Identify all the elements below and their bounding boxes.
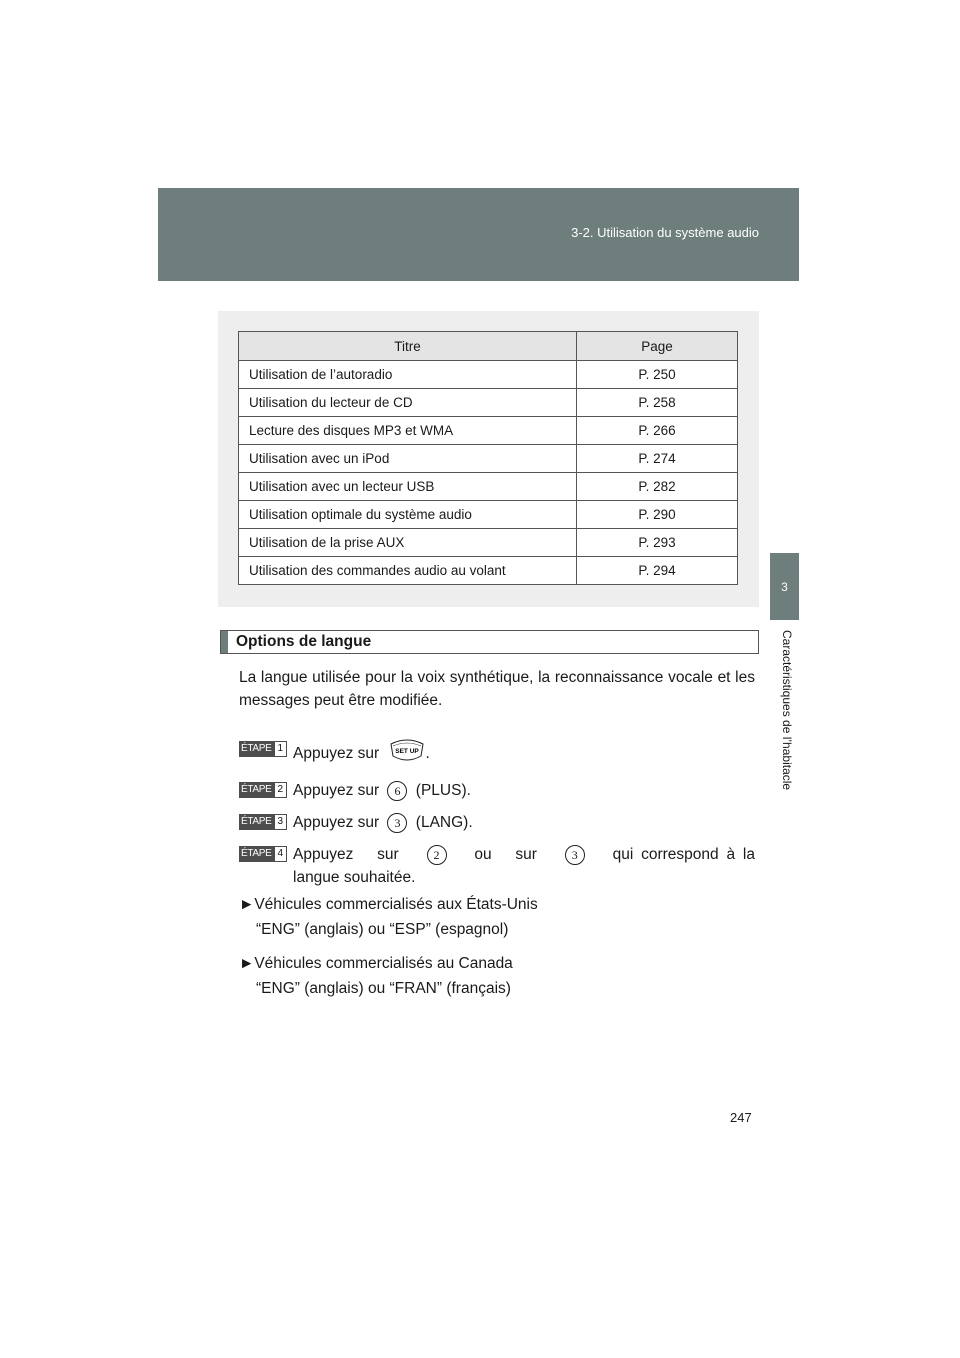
chapter-tab <box>770 553 799 620</box>
table-row <box>239 501 738 529</box>
setup-button-label: SET UP <box>395 748 420 755</box>
chapter-number: 3 <box>781 579 788 594</box>
step-4: ÉTAPE 4 Appuyez sur 2 ou sur 3 qui correspond à la langue souhaitée. <box>241 846 755 886</box>
preset-button-2-icon: 2 <box>427 845 447 865</box>
table-row <box>239 557 738 585</box>
row-title: Utilisation optimale du système audio <box>239 501 577 529</box>
step-3: ÉTAPE 3 Appuyez sur 3 (LANG). <box>241 814 473 831</box>
step-badge: ÉTAPE 3 <box>239 814 287 830</box>
row-page: P. 293 <box>577 529 738 557</box>
toc-table <box>238 331 738 585</box>
bullet-arrow-icon: ► <box>239 955 255 972</box>
section-title: Options de langue <box>236 633 372 650</box>
row-title: Lecture des disques MP3 et WMA <box>239 417 577 445</box>
toc-header-title: Titre <box>239 332 577 361</box>
row-page: P. 290 <box>577 501 738 529</box>
step-badge: ÉTAPE 2 <box>239 782 287 798</box>
intro-paragraph: La langue utilisée pour la voix synthétique, la reconnaissance vocale et les messages peut être modifiée. <box>239 669 755 709</box>
row-page: P. 282 <box>577 473 738 501</box>
toc-header-page: Page <box>577 332 738 361</box>
section-title-box <box>220 630 759 654</box>
preset-button-3-icon: 3 <box>387 813 407 833</box>
step-2: ÉTAPE 2 Appuyez sur 6 (PLUS). <box>241 782 471 799</box>
table-row <box>239 473 738 501</box>
table-row <box>239 529 738 557</box>
row-page: P. 274 <box>577 445 738 473</box>
row-title: Utilisation du lecteur de CD <box>239 389 577 417</box>
preset-button-6-icon: 6 <box>387 781 407 801</box>
section-heading: 3-2. Utilisation du système audio <box>571 225 759 240</box>
row-title: Utilisation avec un iPod <box>239 445 577 473</box>
region-us-languages: “ENG” (anglais) ou “ESP” (espagnol) <box>256 921 509 938</box>
table-row <box>239 389 738 417</box>
row-title: Utilisation des commandes audio au volant <box>239 557 577 585</box>
region-us-heading: ►Véhicules commercialisés aux États-Unis <box>239 896 538 913</box>
setup-button-icon <box>389 738 425 762</box>
page-number: 247 <box>730 1110 752 1125</box>
row-title: Utilisation de l’autoradio <box>239 361 577 389</box>
toc-panel <box>218 311 759 607</box>
row-page: P. 258 <box>577 389 738 417</box>
row-title: Utilisation avec un lecteur USB <box>239 473 577 501</box>
step-1: ÉTAPE 1 Appuyez sur SET UP . <box>239 738 755 765</box>
region-canada-heading: ►Véhicules commercialisés au Canada <box>239 955 513 972</box>
toc-header-row <box>239 332 738 361</box>
step-badge: ÉTAPE 4 <box>239 846 287 862</box>
section-title-accent <box>221 631 228 653</box>
region-canada-languages: “ENG” (anglais) ou “FRAN” (français) <box>256 980 511 997</box>
table-row <box>239 445 738 473</box>
step-badge: ÉTAPE 1 <box>239 741 287 757</box>
row-page: P. 250 <box>577 361 738 389</box>
table-row <box>239 417 738 445</box>
table-row <box>239 361 738 389</box>
chapter-title: Caractéristiques de l’habitacle <box>780 630 794 791</box>
section-body <box>239 666 755 1000</box>
row-page: P. 266 <box>577 417 738 445</box>
header-band <box>158 188 799 281</box>
row-title: Utilisation de la prise AUX <box>239 529 577 557</box>
bullet-arrow-icon: ► <box>239 896 255 913</box>
preset-button-3-icon: 3 <box>565 845 585 865</box>
row-page: P. 294 <box>577 557 738 585</box>
